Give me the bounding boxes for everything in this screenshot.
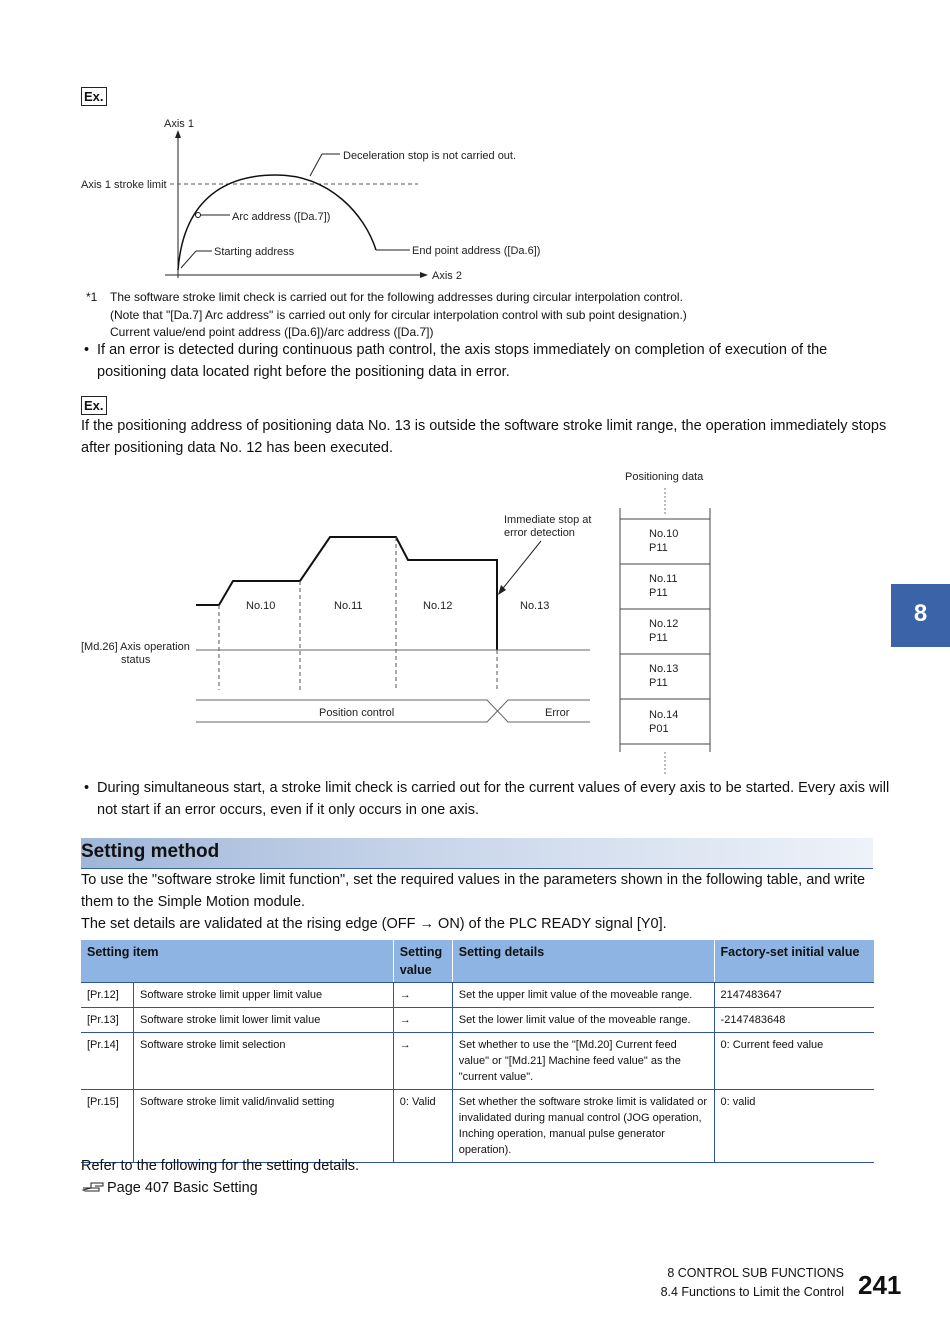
setting-value: → — [393, 1033, 452, 1090]
error-label: Error — [545, 707, 570, 719]
pointing-hand-icon — [81, 1178, 107, 1194]
footer-section: 8.4 Functions to Limit the Control — [660, 1285, 844, 1299]
column-header: Setting details — [452, 940, 714, 983]
param-code: [Pr.14] — [81, 1033, 133, 1090]
initial-value: 2147483647 — [714, 983, 874, 1008]
setting-item: Software stroke limit selection — [133, 1033, 393, 1090]
setting-value: → — [393, 983, 452, 1008]
setting-details: Set the lower limit value of the moveable range. — [452, 1008, 714, 1033]
chapter-tab: 8 — [891, 584, 950, 647]
footnote-line: (Note that "[Da.7] Arc address" is carried out only for circular interpolation control with sub point designation.) — [110, 307, 687, 322]
intro-line: To use the "software stroke limit function", set the required values in the parameters shown in the following table, and write — [81, 872, 866, 888]
pos-data-no: No.11 — [649, 573, 678, 585]
section-heading — [81, 838, 873, 869]
axis1-label: Axis 1 — [164, 118, 194, 130]
example-label: Ex. — [81, 396, 107, 415]
pos-data-pattern: P11 — [649, 587, 668, 599]
settings-table — [81, 940, 874, 1163]
footer-chapter: 8 CONTROL SUB FUNCTIONS — [667, 1266, 844, 1280]
reference-link[interactable] — [81, 1177, 258, 1199]
segment-label: No.10 — [246, 600, 276, 612]
param-code: [Pr.12] — [81, 983, 133, 1008]
column-header: Factory-set initial value — [714, 940, 874, 983]
setting-item: Software stroke limit lower limit value — [133, 1008, 393, 1033]
intro-line: them to the Simple Motion module. — [81, 894, 306, 910]
positioning-data-title: Positioning data — [625, 471, 704, 483]
stroke-limit-label: Axis 1 stroke limit — [81, 179, 167, 191]
column-header: Setting item — [81, 940, 393, 983]
table-row — [81, 1090, 874, 1163]
initial-value: 0: valid — [714, 1090, 874, 1163]
initial-value: -2147483648 — [714, 1008, 874, 1033]
pos-data-pattern: P11 — [649, 542, 668, 554]
axis2-label: Axis 2 — [432, 270, 462, 282]
refer-text: Refer to the following for the setting details. — [81, 1158, 360, 1174]
setting-details: Set whether to use the "[Md.20] Current feed value" or "[Md.21] Machine feed value" as the "current value". — [452, 1033, 714, 1090]
column-header: Setting value — [393, 940, 452, 983]
position-control-label: Position control — [319, 707, 395, 719]
pos-data-pattern: P11 — [649, 677, 668, 689]
immediate-stop-label: Immediate stop at — [504, 514, 592, 526]
example-line: If the positioning address of positioning data No. 13 is outside the software stroke limit range, the operation immediately stops — [81, 418, 887, 434]
immediate-stop-label: error detection — [504, 527, 575, 539]
immediate-stop-leader — [500, 541, 541, 592]
pos-data-no: No.12 — [649, 618, 679, 630]
segment-label: No.11 — [334, 600, 363, 612]
segment-label: No.13 — [520, 600, 550, 612]
axis-status-label: [Md.26] Axis operation — [81, 641, 190, 653]
initial-value: 0: Current feed value — [714, 1033, 874, 1090]
pos-data-no: No.14 — [649, 709, 679, 721]
bullet-dot: • — [84, 780, 90, 796]
table-row — [81, 1033, 874, 1090]
intro-text — [81, 869, 865, 935]
bullet-line: If an error is detected during continuous path control, the axis stops immediately on completion of execution of the — [97, 342, 828, 358]
footnote-mark: *1 — [86, 290, 98, 304]
bullet-line: During simultaneous start, a stroke limit check is carried out for the current values of every axis to be started. Every axis will — [97, 780, 890, 796]
param-code: [Pr.13] — [81, 1008, 133, 1033]
end-address-label: End point address ([Da.6]) — [412, 245, 541, 257]
pos-data-pattern: P11 — [649, 632, 668, 644]
setting-details: Set whether the software stroke limit is validated or invalidated during manual control (JOG operation, Inching operation, manual pulse generator operation). — [452, 1090, 714, 1163]
setting-value: → — [393, 1008, 452, 1033]
footnote-line: The software stroke limit check is carried out for the following addresses during circular interpolation control. — [110, 290, 683, 304]
arc-address-label: Arc address ([Da.7]) — [232, 211, 331, 223]
pos-data-no: No.10 — [649, 528, 679, 540]
table-row — [81, 983, 874, 1008]
bullet-text — [97, 777, 889, 821]
axis-status-label: status — [121, 654, 151, 666]
setting-item: Software stroke limit upper limit value — [133, 983, 393, 1008]
bullet-line: not start if an error occurs, even if it only occurs in one axis. — [97, 802, 479, 818]
section-heading-text: Setting method — [81, 841, 220, 862]
param-code: [Pr.15] — [81, 1090, 133, 1163]
table-header-row — [81, 940, 874, 983]
pos-data-no: No.13 — [649, 663, 679, 675]
setting-item: Software stroke limit valid/invalid setting — [133, 1090, 393, 1163]
reference-link-text[interactable]: Page 407 Basic Setting — [107, 1180, 258, 1196]
setting-value: 0: Valid — [393, 1090, 452, 1163]
segment-label: No.12 — [423, 600, 453, 612]
footnote-line: Current value/end point address ([Da.6])/arc address ([Da.7]) — [110, 325, 434, 339]
bullet-line: positioning data located right before the positioning data in error. — [97, 364, 510, 380]
pos-data-pattern: P01 — [649, 723, 669, 735]
start-address-label: Starting address — [214, 246, 295, 258]
page-number: 241 — [858, 1270, 902, 1300]
intro-line: The set details are validated at the rising edge (OFF → ON) of the PLC READY signal [Y0]. — [81, 916, 667, 932]
speed-profile — [196, 537, 497, 650]
decel-label: Deceleration stop is not carried out. — [343, 150, 517, 162]
example-label: Ex. — [81, 87, 107, 106]
example-line: after positioning data No. 12 has been executed. — [81, 440, 393, 456]
bullet-dot: • — [84, 342, 90, 358]
setting-details: Set the upper limit value of the moveable range. — [452, 983, 714, 1008]
table-row — [81, 1008, 874, 1033]
